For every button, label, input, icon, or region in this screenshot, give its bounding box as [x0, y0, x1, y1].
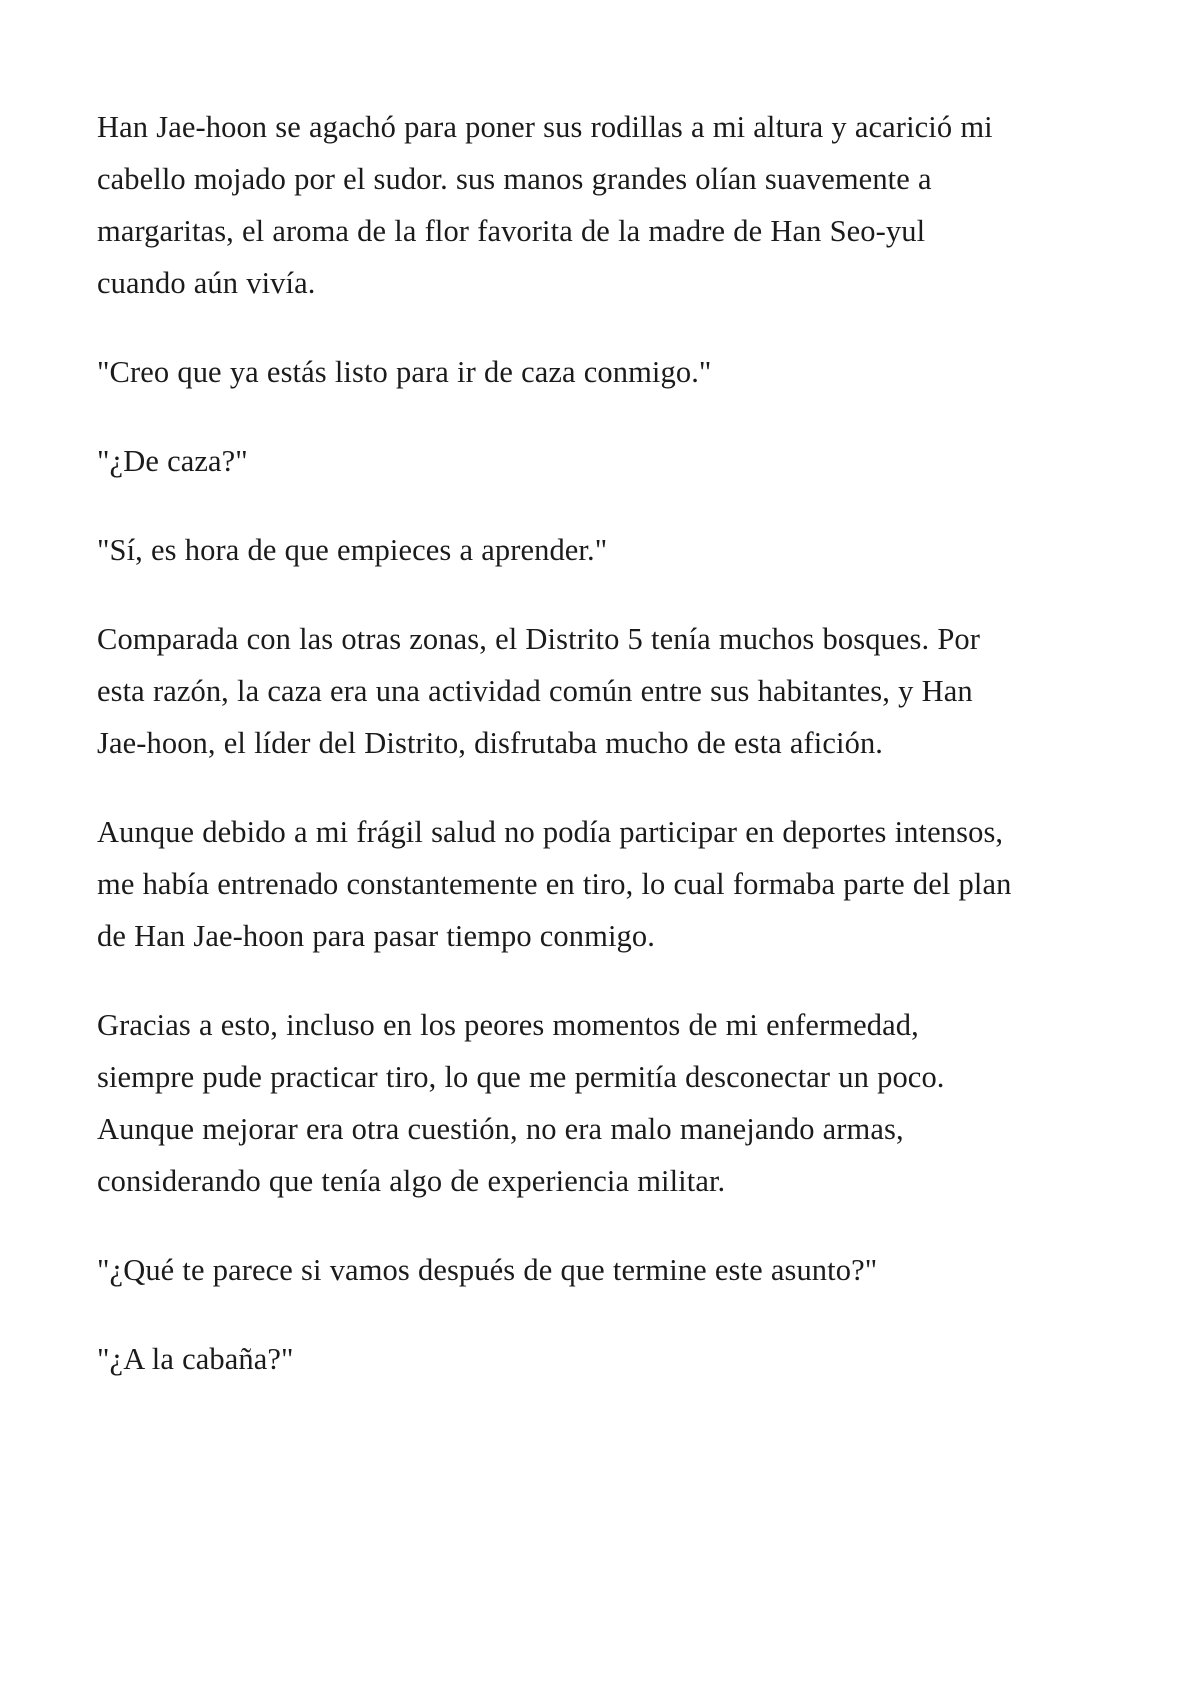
paragraph-8: "¿Qué te parece si vamos después de que termine este asunto?"	[97, 1253, 878, 1287]
paragraph-2: "Creo que ya estás listo para ir de caza conmigo."	[97, 355, 712, 389]
paragraph-9: "¿A la cabaña?"	[97, 1342, 294, 1376]
paragraph-1: Han Jae-hoon se agachó para poner sus rodillas a mi altura y acarició mi cabello mojado por el sudor. sus manos grandes olían suavemente a margaritas, el aroma de la flor favorita de la madre de Han Seo-yul cuando aún vivía.	[97, 110, 993, 300]
paragraph-4: "Sí, es hora de que empieces a aprender."	[97, 533, 608, 567]
paragraph-5: Comparada con las otras zonas, el Distrito 5 tenía muchos bosques. Por esta razón, la caza era una actividad común entre sus habitantes, y Han Jae-hoon, el líder del Distrito, disfrutaba mucho de esta afición.	[97, 622, 981, 760]
paragraph-6: Aunque debido a mi frágil salud no podía participar en deportes intensos, me había entrenado constantemente en tiro, lo cual formaba parte del plan de Han Jae-hoon para pasar tiempo conmigo.	[97, 815, 1012, 953]
paragraph-7: Gracias a esto, incluso en los peores momentos de mi enfermedad, siempre pude practicar tiro, lo que me permitía desconectar un poco. Aunque mejorar era otra cuestión, no era malo manejando armas, considerando que tenía algo de experiencia militar.	[97, 1008, 945, 1198]
document-text-column	[97, 101, 1017, 1385]
paragraph-3: "¿De caza?"	[97, 444, 248, 478]
